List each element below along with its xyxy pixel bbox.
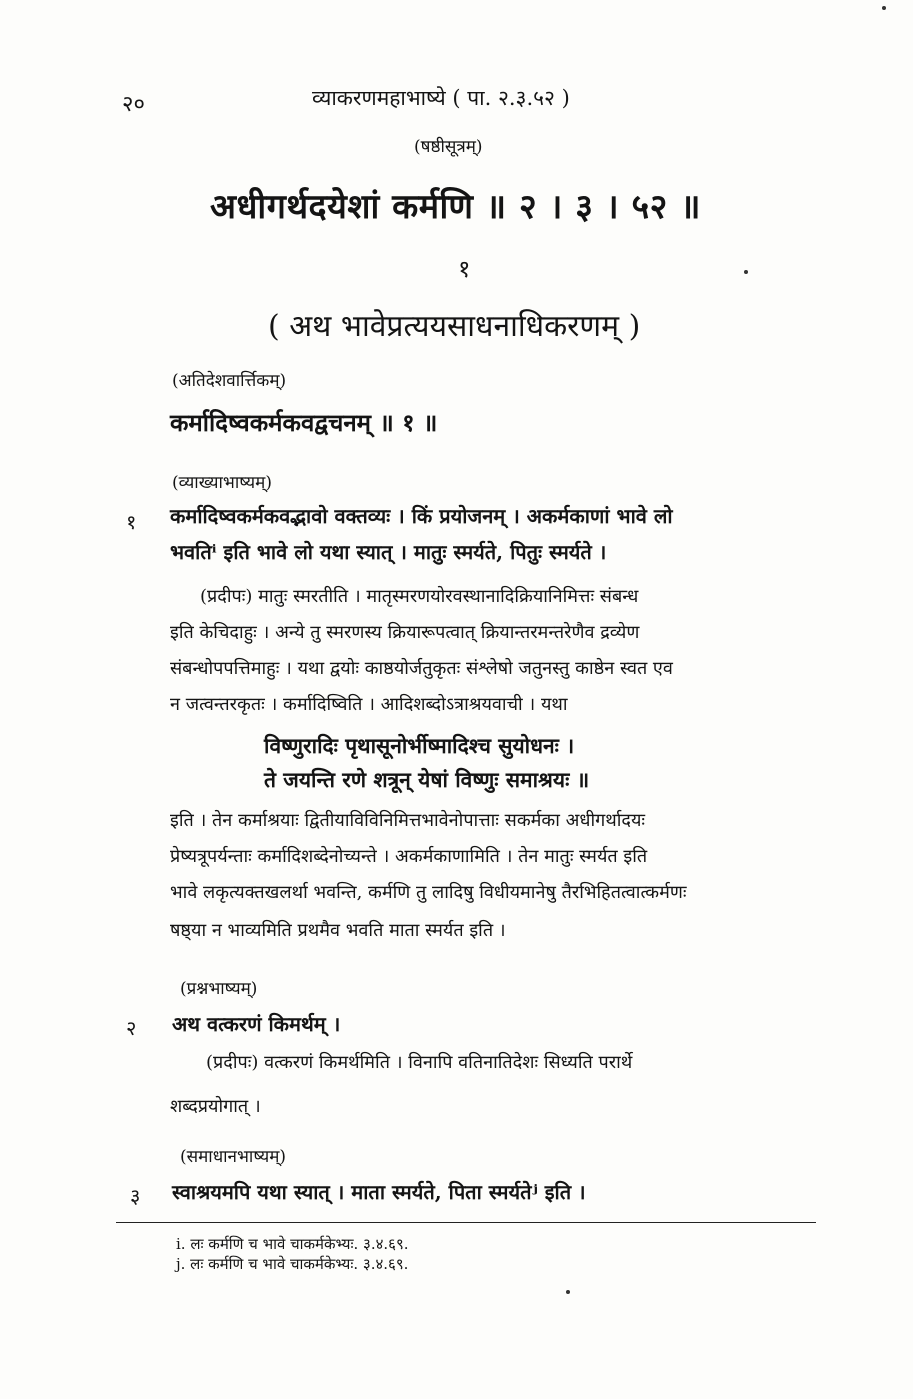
para1-label: (व्याख्याभाष्यम्) (172, 473, 272, 493)
pradipa1-line: न जत्वन्तरकृतः । कर्मादिष्विति । आदिशब्दोऽत्राश्रयवाची । यथा (170, 694, 568, 715)
running-title: व्याकरणमहाभाष्ये ( पा. २.३.५२ ) (312, 86, 570, 110)
pradipa2-line: (प्रदीपः) वत्करणं किमर्थमिति । विनापि वतिनातिदेशः सिध्यति परार्थे (206, 1052, 633, 1073)
pradipa1-after-line: इति । तेन कर्माश्रयाः द्वितीयाविविनिमित्तभावेनोपात्ताः सकर्मका अधीगर्थादयः (170, 810, 646, 831)
footnote-divider (116, 1222, 816, 1223)
pradipa1-line: (प्रदीपः) मातुः स्मरतीति । मातृस्मरणयोरवस्थानादिक्रियानिमित्तः संबन्ध (200, 586, 639, 607)
pradipa1-line: संबन्धोपपत्तिमाहुः । यथा द्वयोः काष्ठयोर्जतुकृतः संश्लेषो जतुनस्तु काष्ठेन स्वत एव (170, 658, 673, 679)
pradipa2-line: शब्दप्रयोगात् । (170, 1096, 261, 1117)
para3-text: स्वाश्रयमपि यथा स्यात् । माता स्मर्यते, पिता स्मर्यतेʲ इति । (172, 1180, 586, 1204)
pradipa1-after-line: षष्ठ्या न भाव्यमिति प्रथमैव भवति माता स्मर्यत इति । (170, 920, 506, 941)
para2-label: (प्रश्नभाष्यम्) (180, 979, 258, 999)
scan-speck (882, 6, 886, 10)
vartika-label: (अतिदेशवार्त्तिकम्) (172, 371, 287, 391)
para3-label: (समाधानभाष्यम्) (180, 1147, 287, 1167)
para1-line2: भवतिⁱ इति भावे लो यथा स्यात् । मातुः स्मर्यते, पितुः स्मर्यते । (170, 540, 607, 564)
para1-number: १ (126, 510, 137, 534)
pradipa1-after-line: प्रेष्यत्रूपर्यन्ताः कर्मादिशब्देनोच्यन्ते । अकर्मकाणामिति । तेन मातुः स्मर्यत इति (170, 846, 648, 867)
para1-line1: कर्मादिष्वकर्मकवद्भावो वक्तव्यः । किं प्रयोजनम् । अकर्मकाणां भावे लो (170, 504, 673, 528)
sutra-label: (षष्ठीसूत्रम्) (414, 137, 483, 157)
pradipa1-after-line: भावे लकृत्यक्तखलर्था भवन्ति, कर्मणि तु लादिषु विधीयमानेषु तैरभिहितत्वात्कर्मणः (170, 882, 687, 903)
verse-line: ते जयन्ति रणे शत्रून् येषां विष्णुः समाश्रयः ॥ (264, 767, 590, 792)
para3-number: ३ (130, 1184, 141, 1208)
section-number: १ (458, 255, 471, 283)
sutra-heading: अधीगर्थदयेशां कर्मणि ॥ २ । ३ । ५२ ॥ (210, 187, 702, 227)
para2-text: अथ वत्करणं किमर्थम् । (172, 1012, 341, 1036)
scan-speck (566, 1290, 570, 1294)
page-number: २० (122, 92, 145, 117)
vartika-text: कर्मादिष्वकर्मकवद्वचनम् ॥ १ ॥ (170, 408, 438, 437)
footnote: j. लः कर्मणि च भावे चाकर्मकेभ्यः. ३.४.६९. (176, 1255, 409, 1273)
footnote: i. लः कर्मणि च भावे चाकर्मकेभ्यः. ३.४.६९. (176, 1235, 409, 1253)
scan-speck (744, 270, 748, 274)
adhikarana-heading: ( अथ भावेप्रत्ययसाधनाधिकरणम् ) (268, 309, 641, 344)
verse-line: विष्णुरादिः पृथासूनोर्भीष्मादिश्च सुयोधनः । (264, 733, 575, 758)
pradipa1-line: इति केचिदाहुः । अन्ये तु स्मरणस्य क्रियारूपत्वात् क्रियान्तरमन्तरेणैव द्रव्येण (170, 622, 640, 643)
para2-number: २ (126, 1016, 137, 1040)
